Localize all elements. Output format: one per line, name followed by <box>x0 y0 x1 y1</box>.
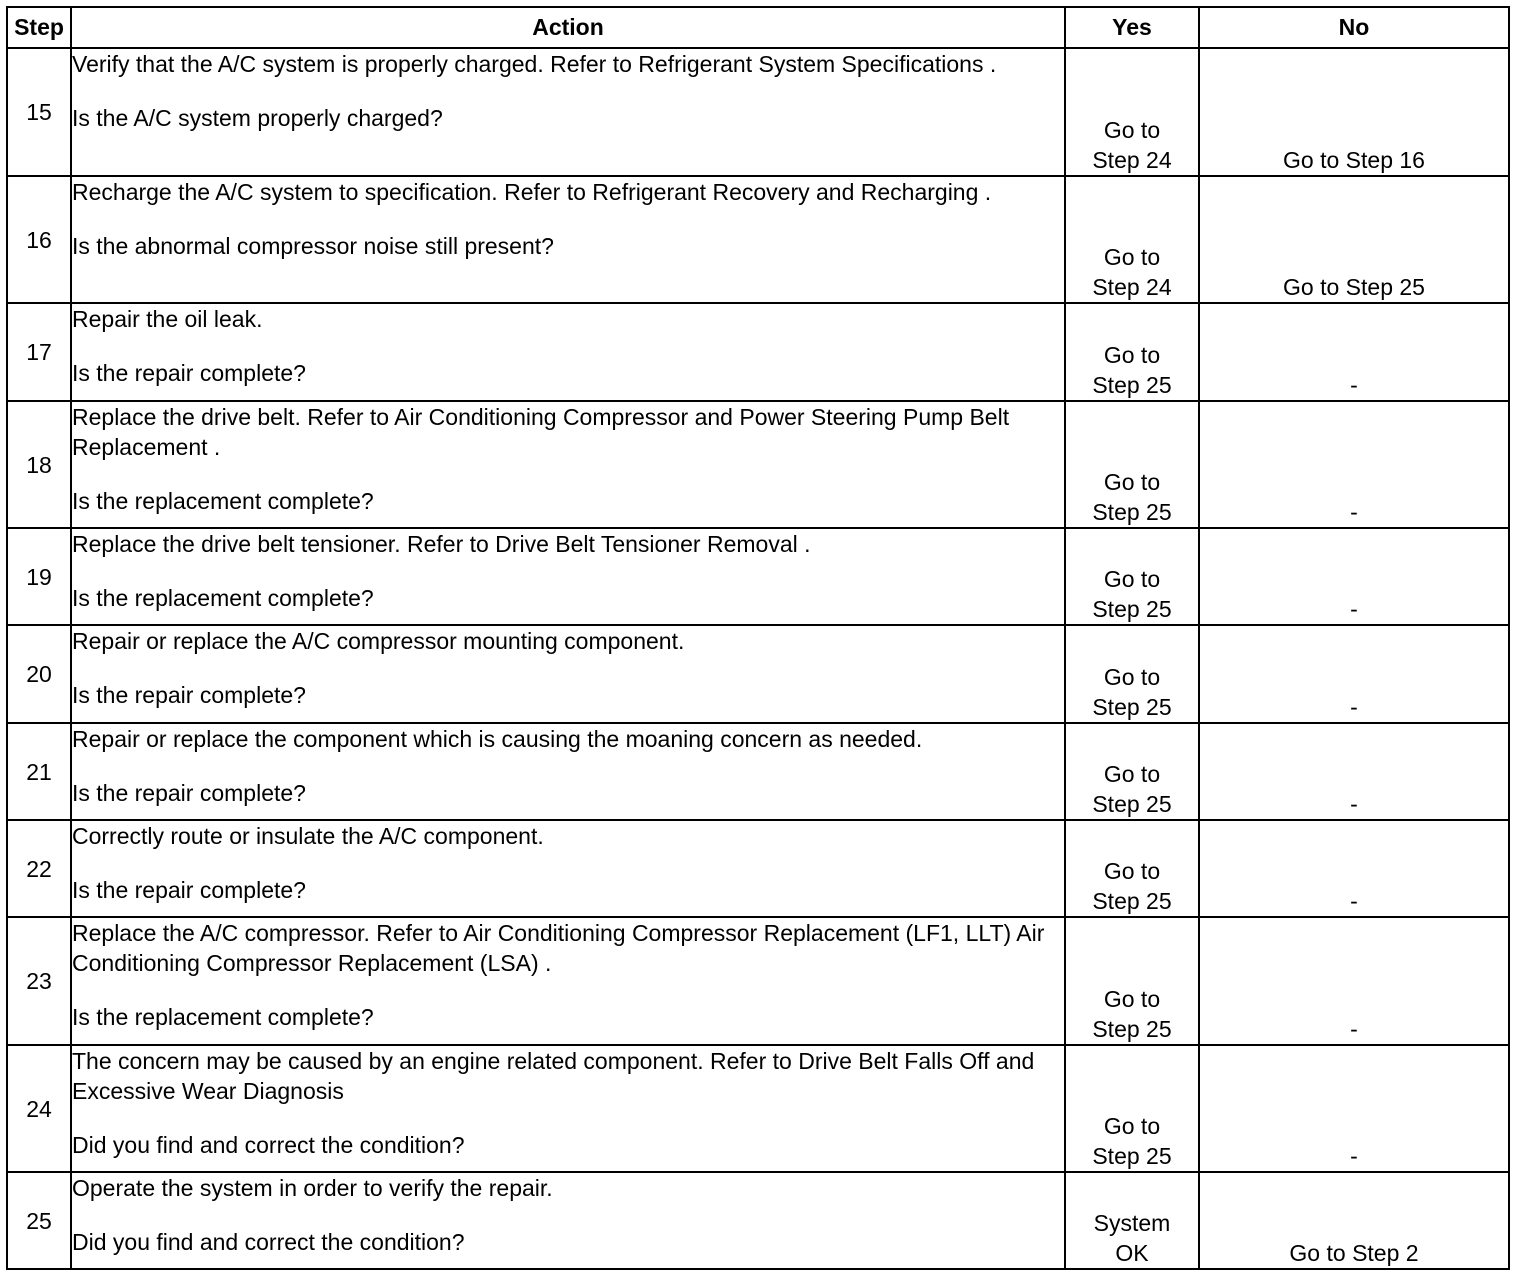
yes-line-2: Step 24 <box>1092 147 1172 173</box>
table-row <box>7 528 1509 625</box>
table-row <box>7 1172 1509 1269</box>
action-cell <box>71 303 1065 401</box>
yes-line-2: Step 25 <box>1092 694 1172 720</box>
step-number: 20 <box>7 625 71 723</box>
yes-line-2: Step 25 <box>1092 372 1172 398</box>
action-cell <box>71 625 1065 723</box>
step-number: 23 <box>7 917 71 1045</box>
yes-line-2: Step 25 <box>1092 1016 1172 1042</box>
action-description: Replace the A/C compressor. Refer to Air Conditioning Compressor Replacement (LF1, LLT) Air Conditioning Compressor Replacement (LSA) . <box>72 920 1045 976</box>
table-row <box>7 401 1509 528</box>
yes-line-1: Go to <box>1103 986 1161 1012</box>
yes-cell <box>1065 917 1199 1045</box>
step-number: 25 <box>7 1172 71 1269</box>
yes-line-1: Go to <box>1103 469 1161 495</box>
no-cell: - <box>1199 1045 1509 1172</box>
no-cell: - <box>1199 625 1509 723</box>
action-cell <box>71 528 1065 625</box>
step-number: 18 <box>7 401 71 528</box>
action-question: Is the A/C system properly charged? <box>72 105 443 131</box>
step-number: 17 <box>7 303 71 401</box>
yes-line-2: Step 25 <box>1092 888 1172 914</box>
action-cell <box>71 917 1065 1045</box>
action-description: The concern may be caused by an engine related component. Refer to Drive Belt Falls Off and Excessive Wear Diagnosis <box>72 1048 1035 1104</box>
action-description: Replace the drive belt tensioner. Refer to Drive Belt Tensioner Removal . <box>72 531 811 557</box>
action-question: Is the repair complete? <box>72 780 306 806</box>
yes-cell <box>1065 528 1199 625</box>
yes-line-2: Step 25 <box>1092 791 1172 817</box>
table-row <box>7 917 1509 1045</box>
action-description: Replace the drive belt. Refer to Air Conditioning Compressor and Power Steering Pump Belt Replacement . <box>72 404 1010 460</box>
table-row <box>7 723 1509 820</box>
yes-line-1: Go to <box>1103 858 1161 884</box>
action-question: Is the replacement complete? <box>72 585 374 611</box>
table-row <box>7 303 1509 401</box>
yes-cell <box>1065 1172 1199 1269</box>
header-step: Step <box>7 7 71 48</box>
yes-cell <box>1065 625 1199 723</box>
table-row <box>7 1045 1509 1172</box>
yes-cell <box>1065 176 1199 303</box>
action-question: Is the replacement complete? <box>72 488 374 514</box>
action-question: Is the replacement complete? <box>72 1004 374 1030</box>
diagnostic-table <box>6 6 1510 1270</box>
no-cell: - <box>1199 528 1509 625</box>
yes-line-1: System <box>1093 1210 1171 1236</box>
no-cell: Go to Step 2 <box>1199 1172 1509 1269</box>
yes-cell <box>1065 820 1199 917</box>
yes-cell <box>1065 48 1199 176</box>
step-number: 15 <box>7 48 71 176</box>
action-description: Repair or replace the component which is causing the moaning concern as needed. <box>72 726 923 752</box>
step-number: 21 <box>7 723 71 820</box>
table-row <box>7 820 1509 917</box>
header-action: Action <box>71 7 1065 48</box>
yes-line-1: Go to <box>1103 664 1161 690</box>
step-number: 24 <box>7 1045 71 1172</box>
action-cell <box>71 48 1065 176</box>
yes-line-1: Go to <box>1103 1113 1161 1139</box>
table-row <box>7 625 1509 723</box>
no-cell: - <box>1199 303 1509 401</box>
action-description: Verify that the A/C system is properly charged. Refer to Refrigerant System Specifications . <box>72 51 997 77</box>
no-cell: Go to Step 25 <box>1199 176 1509 303</box>
action-cell <box>71 176 1065 303</box>
header-yes: Yes <box>1065 7 1199 48</box>
action-question: Is the repair complete? <box>72 877 306 903</box>
yes-cell <box>1065 723 1199 820</box>
action-cell <box>71 1045 1065 1172</box>
yes-line-1: Go to <box>1103 117 1161 143</box>
yes-cell <box>1065 401 1199 528</box>
yes-line-2: Step 24 <box>1092 274 1172 300</box>
no-cell: Go to Step 16 <box>1199 48 1509 176</box>
action-description: Correctly route or insulate the A/C component. <box>72 823 544 849</box>
action-description: Recharge the A/C system to specification. Refer to Refrigerant Recovery and Recharging . <box>72 179 992 205</box>
yes-line-2: Step 25 <box>1092 499 1172 525</box>
action-description: Repair the oil leak. <box>72 306 263 332</box>
step-number: 22 <box>7 820 71 917</box>
action-question: Did you find and correct the condition? <box>72 1229 465 1255</box>
action-question: Did you find and correct the condition? <box>72 1132 465 1158</box>
table-row <box>7 48 1509 176</box>
header-row <box>7 7 1509 48</box>
yes-line-2: Step 25 <box>1092 596 1172 622</box>
no-cell: - <box>1199 820 1509 917</box>
table-row <box>7 176 1509 303</box>
yes-line-2: OK <box>1115 1240 1149 1266</box>
yes-line-1: Go to <box>1103 761 1161 787</box>
yes-line-1: Go to <box>1103 244 1161 270</box>
no-cell: - <box>1199 723 1509 820</box>
yes-line-1: Go to <box>1103 342 1161 368</box>
step-number: 19 <box>7 528 71 625</box>
action-cell <box>71 723 1065 820</box>
action-question: Is the repair complete? <box>72 360 306 386</box>
action-cell <box>71 1172 1065 1269</box>
action-description: Repair or replace the A/C compressor mounting component. <box>72 628 685 654</box>
yes-cell <box>1065 1045 1199 1172</box>
action-question: Is the abnormal compressor noise still present? <box>72 233 554 259</box>
action-description: Operate the system in order to verify the repair. <box>72 1175 553 1201</box>
action-question: Is the repair complete? <box>72 682 306 708</box>
yes-cell <box>1065 303 1199 401</box>
action-cell <box>71 820 1065 917</box>
header-no: No <box>1199 7 1509 48</box>
step-number: 16 <box>7 176 71 303</box>
no-cell: - <box>1199 917 1509 1045</box>
no-cell: - <box>1199 401 1509 528</box>
yes-line-1: Go to <box>1103 566 1161 592</box>
action-cell <box>71 401 1065 528</box>
yes-line-2: Step 25 <box>1092 1143 1172 1169</box>
